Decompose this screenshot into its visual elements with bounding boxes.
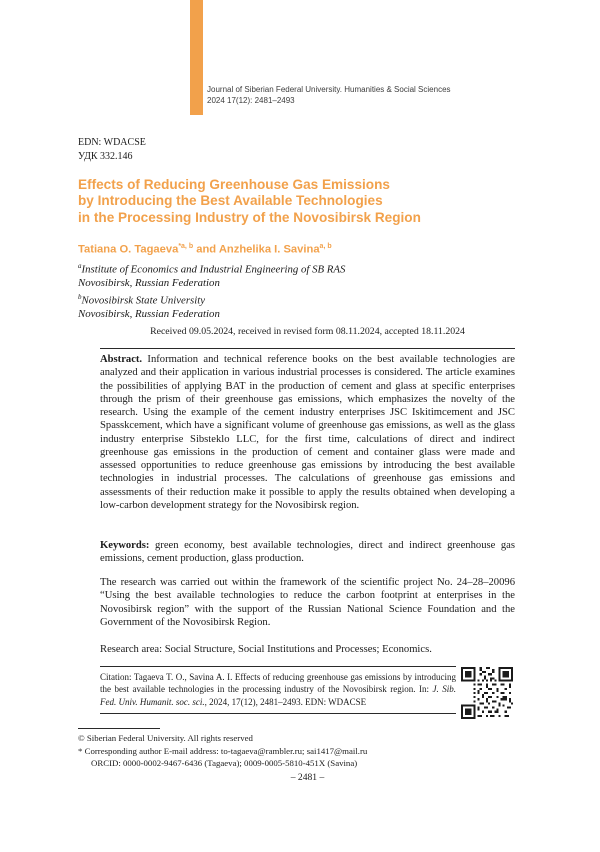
affiliation-line: [78, 291, 518, 308]
received-dates: Received 09.05.2024, received in revised form 08.11.2024, accepted 18.11.2024: [150, 326, 465, 337]
author-1-superscript: *a, b: [178, 243, 194, 250]
corresponding-author-line: * Corresponding author E-mail address: to-tagaeva@rambler.ru; sai1417@mail.ru: [78, 745, 368, 756]
article-ids: [78, 136, 146, 163]
author-2-superscript: a, b: [319, 243, 332, 250]
affiliation-superscript: b: [78, 292, 82, 301]
research-area-line: Research area: Social Structure, Social Institutions and Processes; Economics.: [100, 644, 432, 655]
journal-header: [207, 85, 567, 106]
title-line-2: by Introducing the Best Available Technologies: [78, 193, 383, 209]
affiliation-text: Novosibirsk State University: [81, 294, 206, 307]
abstract-label: Abstract.: [100, 354, 143, 365]
copyright-line: © Siberian Federal University. All rights reserved: [78, 733, 253, 743]
accent-bar: [190, 0, 203, 115]
abstract-text: Information and technical reference books on the best available technologies are analyzed and their application in various industrial processes is considered. The article examines the possibilities of applying BAT in the production of cement and glass at specific enterprises through the prism of their greenhouse gas emissions, which emphasizes the novelty of the research. Using the example of the cement industry enterprises JSC Iskitimcement and JSC Spasskcement, which have a significant volume of greenhouse gas emissions, as well as the glass industry enterprise Sibsteklo LLC, for the first time, calculations of direct and indirect greenhouse gas emissions in the production of cement and container glass were made and assessed opportunities to reduce greenhouse gas emissions by introducing the best available technologies in industrial processes. The calculations of greenhouse gas emissions and assessments of their reduction make it possible to apply the results obtained when developing a low-carbon development strategy for the Novosibirsk region.: [100, 354, 515, 511]
keywords-paragraph: [100, 539, 515, 566]
affiliation-superscript: a: [78, 262, 82, 270]
footnote-rule: [78, 728, 160, 729]
qr-code: [461, 667, 513, 719]
page-title: [78, 177, 528, 226]
orcid-line: ORCID: 0000-0002-9467-6436 (Tagaeva); 0009-0005-5810-451X (Savina): [91, 758, 358, 769]
author-2-name: Anzhelika I. Savina: [218, 243, 320, 256]
abstract-paragraph: [100, 353, 515, 512]
author-1-name: Tatiana O. Tagaeva: [78, 243, 179, 256]
keywords-text: green economy, best available technologies, direct and indirect greenhouse gas emissions, cement production, glass production.: [100, 540, 515, 565]
citation-text: Citation: Tagaeva T. O., Savina A. I. Effects of reducing greenhouse gas emissions by introducing the best available technologies in the processing industry of the Novosibirsk region. In:: [100, 672, 456, 695]
divider-rule: [100, 348, 515, 349]
affiliation-text: Institute of Economics and Industrial Engineering of SB RAS: [81, 263, 346, 276]
affiliations: [78, 260, 518, 322]
journal-issue: 2024 17(12): 2481–2493: [207, 95, 295, 105]
citation-block: [100, 666, 456, 714]
authors-line: [78, 243, 538, 256]
udk-code: УДК 332.146: [78, 150, 133, 162]
keywords-label: Keywords:: [100, 540, 150, 551]
edn-code: EDN: WDACSE: [78, 137, 146, 148]
footnotes: [78, 732, 538, 770]
affiliation-line: [78, 260, 518, 277]
page-number: – 2481 –: [290, 772, 325, 783]
title-line-1: Effects of Reducing Greenhouse Gas Emissions: [78, 177, 390, 192]
title-line-3: in the Processing Industry of the Novosibirsk Region: [78, 209, 421, 225]
authors-connector: and: [193, 243, 219, 256]
citation-journal-abbrev: J. Sib. Fed. Univ. Humanit. soc. sci.: [100, 684, 456, 707]
affiliation-line: [78, 308, 518, 322]
journal-name: Journal of Siberian Federal University. Humanities & Social Sciences: [207, 85, 451, 94]
affiliation-text: Novosibirsk, Russian Federation: [78, 307, 220, 320]
affiliation-line: [78, 277, 518, 291]
funding-paragraph: The research was carried out within the framework of the scientific project No. 24–28–20096 “Using the best available technologies to reduce the carbon footprint at enterprises in the Novosibirsk region” with the support of the Russian National Science Foundation and the Government of the Novosibirsk Region.: [100, 577, 515, 628]
affiliation-text: Novosibirsk, Russian Federation: [78, 277, 220, 290]
citation-suffix: , 2024, 17(12), 2481–2493. EDN: WDACSE: [204, 696, 367, 707]
